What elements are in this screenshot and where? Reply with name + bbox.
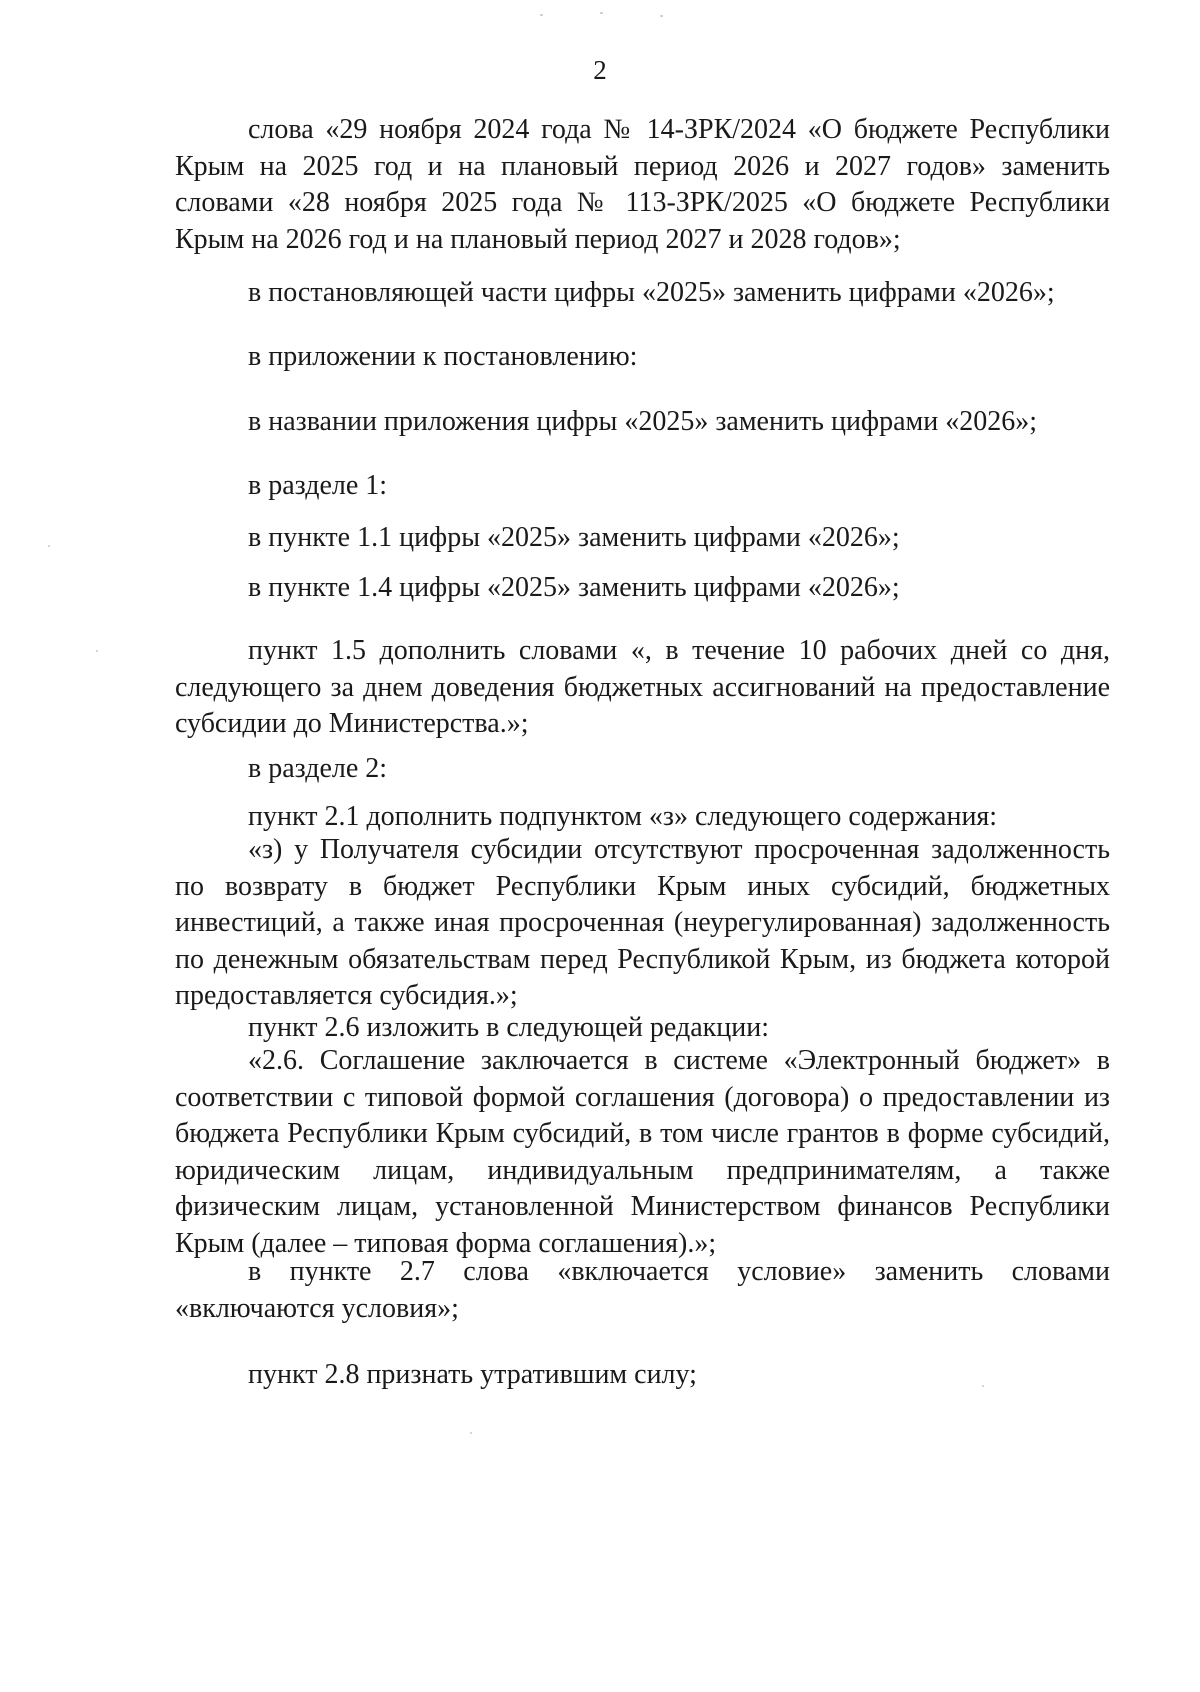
paragraph-section-2: в разделе 2: — [248, 753, 388, 784]
scan-speck — [982, 1385, 984, 1387]
paragraph-item-1-4: в пункте 1.4 цифры «2025» заменить цифрами «2026»; — [248, 572, 900, 603]
paragraph-annex-heading: в приложении к постановлению: — [248, 341, 638, 372]
paragraph-item-2-8: пункт 2.8 признать утратившим силу; — [248, 1359, 697, 1390]
paragraph-item-2-6-text: «2.6. Соглашение заключается в системе «Электронный бюджет» в соответствии с типовой формой соглашения (договора) о предоставлении из бюджета Республики Крым субсидий, в том числе грантов в форме субсидий, юридическим лицам, индивидуальным предпринимателям, а также физическим лицам, установленной Министерством финансов Республики Крым (далее – типовая форма соглашения).»; — [175, 1045, 1110, 1259]
scan-speck — [600, 12, 603, 14]
scan-speck — [540, 14, 543, 16]
scan-speck — [660, 15, 663, 17]
scan-speck — [470, 1432, 472, 1434]
paragraph-item-2-7: в пункте 2.7 слова «включается условие» заменить словами «включаются условия»; — [175, 1256, 1110, 1324]
paragraph-operative-part: в постановляющей части цифры «2025» заменить цифрами «2026»; — [248, 277, 1055, 308]
paragraph-annex-title: в названии приложения цифры «2025» заменить цифрами «2026»; — [248, 406, 1037, 437]
paragraph-item-1-1: в пункте 1.1 цифры «2025» заменить цифрами «2026»; — [248, 522, 900, 553]
scan-speck — [48, 545, 50, 547]
page-number: 2 — [593, 55, 607, 85]
paragraph-item-1-5: пункт 1.5 дополнить словами «, в течение 10 рабочих дней со дня, следующего за днем доведения бюджетных ассигнований на предоставление субсидии до Министерства.»; — [175, 635, 1110, 739]
paragraph-item-2-6: пункт 2.6 изложить в следующей редакции: — [248, 1012, 769, 1043]
paragraph-item-2-1: пункт 2.1 дополнить подпунктом «з» следующего содержания: — [248, 801, 998, 832]
scan-speck — [96, 650, 98, 652]
paragraph-section-1: в разделе 1: — [248, 470, 388, 501]
paragraph-budget-law-reference: слова «29 ноября 2024 года № 14-ЗРК/2024 «О бюджете Республики Крым на 2025 год и на плановый период 2026 и 2027 годов» заменить словами «28 ноября 2025 года № 113-ЗРК/2025 «О бюджете Республики Крым на 2026 год и на плановый период 2027 и 2028 годов»; — [175, 114, 1110, 255]
paragraph-subitem-z: «з) у Получателя субсидии отсутствуют просроченная задолженность по возврату в бюджет Республики Крым иных субсидий, бюджетных инвестиций, а также иная просроченная (неурегулированная) задолженность по денежным обязательствам перед Республикой Крым, из бюджета которой предоставляется субсидия.»; — [175, 834, 1110, 1011]
